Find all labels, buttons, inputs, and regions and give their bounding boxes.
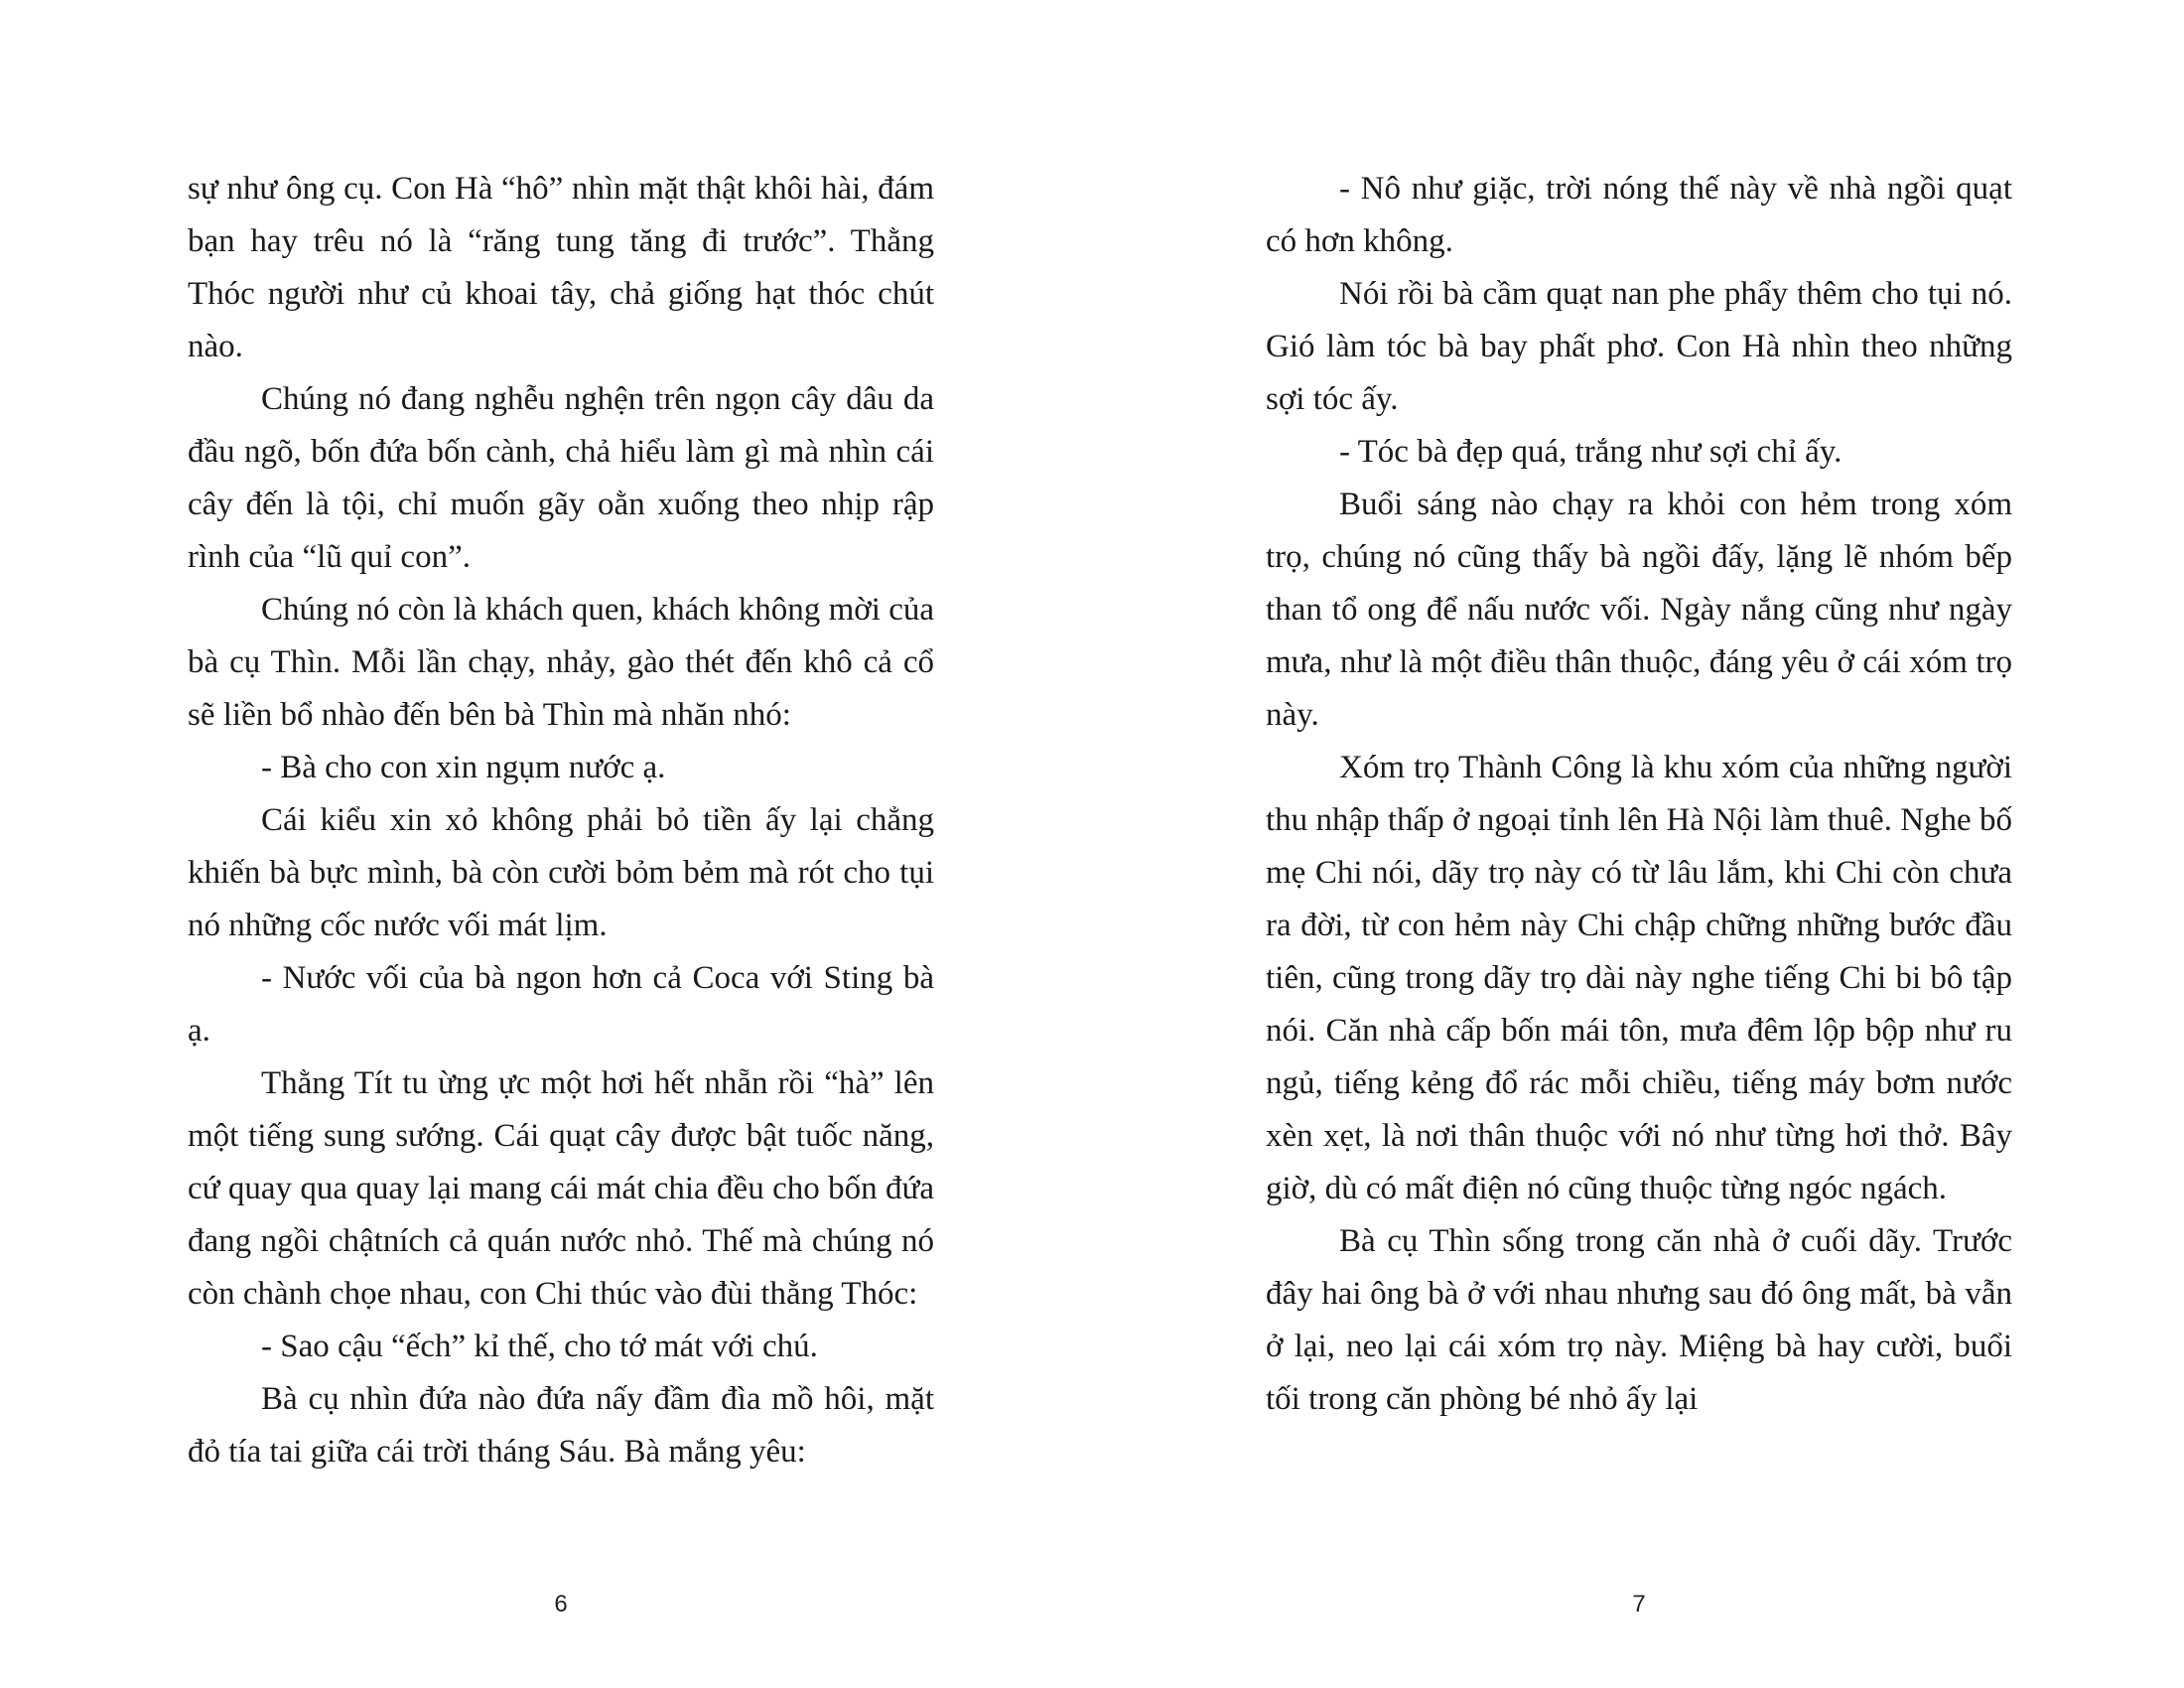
paragraph: Nói rồi bà cầm quạt nan phe phẩy thêm cho tụi nó. Gió làm tóc bà bay phất phơ. Con Hà nhìn theo những sợi tóc ấy. bbox=[1266, 276, 2012, 417]
paragraph: sự như ông cụ. Con Hà “hô” nhìn mặt thật khôi hài, đám bạn hay trêu nó là “răng tung tăng đi trước”. Thằng Thóc người như củ khoai tây, chả giống hạt thóc chút nào. bbox=[188, 171, 934, 364]
page-number: 7 bbox=[1632, 1591, 1646, 1618]
left-page bbox=[188, 0, 934, 1688]
paragraph: Buổi sáng nào chạy ra khỏi con hẻm trong xóm trọ, chúng nó cũng thấy bà ngồi đấy, lặng lẽ nhóm bếp than tổ ong để nấu nước vối. Ngày nắng cũng như ngày mưa, như là một điều thân thuộc, đáng yêu ở cái xóm trọ này. bbox=[1266, 487, 2012, 733]
paragraph: Thằng Tít tu ừng ực một hơi hết nhẵn rồi “hà” lên một tiếng sung sướng. Cái quạt cây được bật tuốc năng, cứ quay qua quay lại mang cái mát chia đều cho bốn đứa đang ngồi chậtních cả quán nước nhỏ. Thế mà chúng nó còn chành chọe nhau, con Chi thúc vào đùi thằng Thóc: bbox=[188, 1065, 934, 1312]
dialogue-line: - Bà cho con xin ngụm nước ạ. bbox=[261, 750, 666, 785]
dialogue-line: - Nước vối của bà ngon hơn cả Coca với Sting bà ạ. bbox=[188, 960, 934, 1049]
paragraph: Bà cụ nhìn đứa nào đứa nấy đầm đìa mồ hôi, mặt đỏ tía tai giữa cái trời tháng Sáu. Bà mắng yêu: bbox=[188, 1381, 934, 1470]
right-page bbox=[1266, 0, 2012, 1688]
right-page-text bbox=[1266, 163, 2012, 1426]
paragraph: Chúng nó còn là khách quen, khách không mời của bà cụ Thìn. Mỗi lần chạy, nhảy, gào thét đến khô cả cổ sẽ liền bổ nhào đến bên bà Thìn mà nhăn nhó: bbox=[188, 592, 934, 733]
paragraph: Xóm trọ Thành Công là khu xóm của những người thu nhập thấp ở ngoại tỉnh lên Hà Nội làm thuê. Nghe bố mẹ Chi nói, dãy trọ này có từ lâu lắm, khi Chi còn chưa ra đời, từ con hẻm này Chi chập chững những bước đầu tiên, cũng trong dãy trọ dài này nghe tiếng Chi bi bô tập nói. Căn nhà cấp bốn mái tôn, mưa đêm lộp bộp như ru ngủ, tiếng kẻng đổ rác mỗi chiều, tiếng máy bơm nước xèn xẹt, là nơi thân thuộc với nó như từng hơi thở. Bây giờ, dù có mất điện nó cũng thuộc từng ngóc ngách. bbox=[1266, 750, 2012, 1206]
page-number: 6 bbox=[554, 1591, 568, 1618]
dialogue-line: - Sao cậu “ếch” kỉ thế, cho tớ mát với chú. bbox=[261, 1329, 818, 1364]
dialogue-line: - Tóc bà đẹp quá, trắng như sợi chỉ ấy. bbox=[1339, 434, 1843, 470]
dialogue-line: - Nô như giặc, trời nóng thế này về nhà ngồi quạt có hơn không. bbox=[1266, 171, 2012, 259]
paragraph: Bà cụ Thìn sống trong căn nhà ở cuối dãy. Trước đây hai ông bà ở với nhau nhưng sau đó ông mất, bà vẫn ở lại, neo lại cái xóm trọ này. Miệng bà hay cười, buổi tối trong căn phòng bé nhỏ ấy lại bbox=[1266, 1223, 2012, 1417]
paragraph: Chúng nó đang nghễu nghện trên ngọn cây dâu da đầu ngõ, bốn đứa bốn cành, chả hiểu làm gì mà nhìn cái cây đến là tội, chỉ muốn gãy oằn xuống theo nhịp rập rình của “lũ quỉ con”. bbox=[188, 381, 934, 575]
paragraph: Cái kiểu xin xỏ không phải bỏ tiền ấy lại chẳng khiến bà bực mình, bà còn cười bỏm bẻm mà rót cho tụi nó những cốc nước vối mát lịm. bbox=[188, 802, 934, 943]
left-page-text bbox=[188, 163, 934, 1478]
